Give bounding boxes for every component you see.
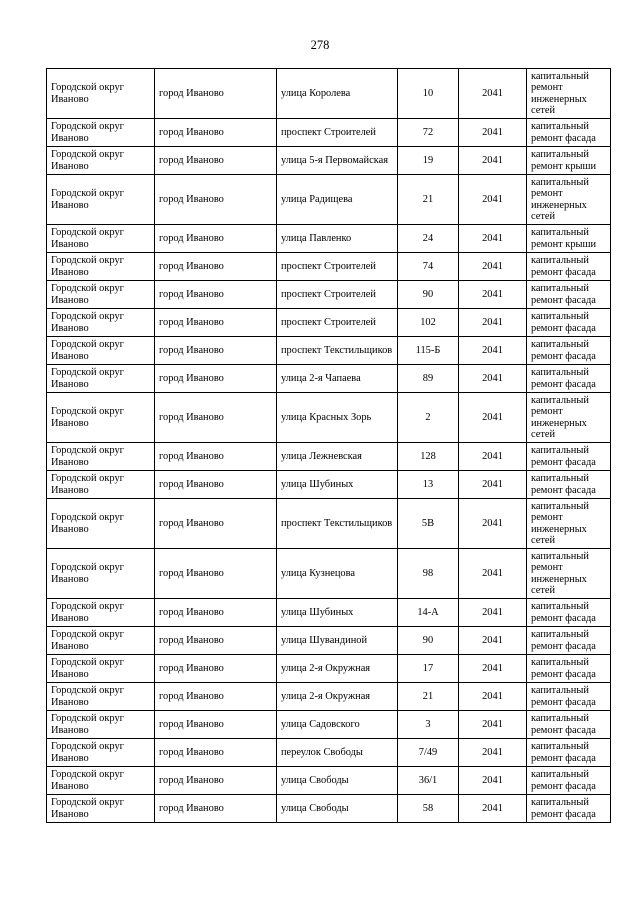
table-row: [47, 767, 611, 795]
cell-house: 2: [398, 393, 459, 443]
table-row: [47, 281, 611, 309]
cell-street: проспект Строителей: [277, 119, 398, 147]
cell-city: город Иваново: [155, 337, 277, 365]
table-row: [47, 471, 611, 499]
cell-year: 2041: [459, 309, 527, 337]
cell-year: 2041: [459, 627, 527, 655]
cell-okrug: Городской округ Иваново: [47, 767, 155, 795]
cell-street: улица 2-я Окружная: [277, 683, 398, 711]
cell-work: капитальный ремонт фасада: [527, 471, 611, 499]
cell-street: проспект Текстильщиков: [277, 499, 398, 549]
cell-house: 21: [398, 683, 459, 711]
cell-city: город Иваново: [155, 471, 277, 499]
cell-city: город Иваново: [155, 739, 277, 767]
cell-year: 2041: [459, 281, 527, 309]
cell-city: город Иваново: [155, 119, 277, 147]
cell-city: город Иваново: [155, 549, 277, 599]
cell-house: 14-А: [398, 599, 459, 627]
cell-city: город Иваново: [155, 147, 277, 175]
cell-work: капитальный ремонт фасада: [527, 795, 611, 823]
cell-street: улица Садовского: [277, 711, 398, 739]
cell-work: капитальный ремонт фасада: [527, 281, 611, 309]
cell-work: капитальный ремонт фасада: [527, 711, 611, 739]
cell-street: улица Шубиных: [277, 599, 398, 627]
cell-street: улица Павленко: [277, 225, 398, 253]
registry-table: [46, 68, 611, 823]
table-row: [47, 683, 611, 711]
cell-street: улица Радищева: [277, 175, 398, 225]
cell-house: 19: [398, 147, 459, 175]
cell-work: капитальный ремонт фасада: [527, 119, 611, 147]
cell-year: 2041: [459, 69, 527, 119]
cell-year: 2041: [459, 225, 527, 253]
cell-street: улица 5-я Первомайская: [277, 147, 398, 175]
cell-year: 2041: [459, 683, 527, 711]
table-row: [47, 655, 611, 683]
cell-year: 2041: [459, 337, 527, 365]
cell-okrug: Городской округ Иваново: [47, 281, 155, 309]
cell-house: 3: [398, 711, 459, 739]
cell-work: капитальный ремонт инженерных сетей: [527, 69, 611, 119]
cell-house: 128: [398, 443, 459, 471]
cell-city: город Иваново: [155, 365, 277, 393]
page-number: 278: [310, 38, 330, 52]
table-row: [47, 337, 611, 365]
cell-okrug: Городской округ Иваново: [47, 393, 155, 443]
cell-house: 24: [398, 225, 459, 253]
table-row: [47, 599, 611, 627]
cell-okrug: Городской округ Иваново: [47, 365, 155, 393]
cell-okrug: Городской округ Иваново: [47, 225, 155, 253]
cell-street: улица Лежневская: [277, 443, 398, 471]
cell-work: капитальный ремонт инженерных сетей: [527, 549, 611, 599]
cell-okrug: Городской округ Иваново: [47, 253, 155, 281]
cell-okrug: Городской округ Иваново: [47, 549, 155, 599]
table-row: [47, 253, 611, 281]
cell-city: город Иваново: [155, 309, 277, 337]
cell-street: проспект Строителей: [277, 253, 398, 281]
cell-work: капитальный ремонт крыши: [527, 147, 611, 175]
table-row: [47, 175, 611, 225]
cell-house: 115-Б: [398, 337, 459, 365]
table-row: [47, 309, 611, 337]
cell-work: капитальный ремонт фасада: [527, 767, 611, 795]
cell-work: капитальный ремонт фасада: [527, 253, 611, 281]
cell-year: 2041: [459, 549, 527, 599]
cell-year: 2041: [459, 795, 527, 823]
cell-house: 72: [398, 119, 459, 147]
cell-year: 2041: [459, 119, 527, 147]
cell-house: 58: [398, 795, 459, 823]
cell-year: 2041: [459, 393, 527, 443]
cell-work: капитальный ремонт фасада: [527, 365, 611, 393]
cell-okrug: Городской округ Иваново: [47, 795, 155, 823]
cell-city: город Иваново: [155, 711, 277, 739]
cell-house: 89: [398, 365, 459, 393]
cell-okrug: Городской округ Иваново: [47, 147, 155, 175]
cell-street: улица Красных Зорь: [277, 393, 398, 443]
cell-okrug: Городской округ Иваново: [47, 175, 155, 225]
cell-year: 2041: [459, 739, 527, 767]
cell-city: город Иваново: [155, 175, 277, 225]
cell-city: город Иваново: [155, 795, 277, 823]
cell-okrug: Городской округ Иваново: [47, 499, 155, 549]
table-row: [47, 795, 611, 823]
table-row: [47, 365, 611, 393]
table-row: [47, 225, 611, 253]
table-row: [47, 499, 611, 549]
cell-okrug: Городской округ Иваново: [47, 443, 155, 471]
cell-street: переулок Свободы: [277, 739, 398, 767]
cell-house: 98: [398, 549, 459, 599]
cell-house: 36/1: [398, 767, 459, 795]
cell-house: 13: [398, 471, 459, 499]
cell-city: город Иваново: [155, 281, 277, 309]
cell-city: город Иваново: [155, 499, 277, 549]
cell-year: 2041: [459, 711, 527, 739]
cell-year: 2041: [459, 471, 527, 499]
cell-house: 10: [398, 69, 459, 119]
cell-city: город Иваново: [155, 655, 277, 683]
cell-work: капитальный ремонт фасада: [527, 309, 611, 337]
cell-year: 2041: [459, 365, 527, 393]
cell-work: капитальный ремонт инженерных сетей: [527, 393, 611, 443]
cell-year: 2041: [459, 499, 527, 549]
cell-okrug: Городской округ Иваново: [47, 627, 155, 655]
table-body: [47, 69, 611, 823]
table-row: [47, 627, 611, 655]
cell-work: капитальный ремонт фасада: [527, 443, 611, 471]
cell-street: улица Королева: [277, 69, 398, 119]
cell-city: город Иваново: [155, 225, 277, 253]
cell-city: город Иваново: [155, 69, 277, 119]
table-row: [47, 69, 611, 119]
cell-work: капитальный ремонт фасада: [527, 683, 611, 711]
cell-okrug: Городской округ Иваново: [47, 119, 155, 147]
cell-year: 2041: [459, 253, 527, 281]
cell-street: проспект Строителей: [277, 309, 398, 337]
cell-okrug: Городской округ Иваново: [47, 337, 155, 365]
cell-street: улица Шувандиной: [277, 627, 398, 655]
cell-year: 2041: [459, 147, 527, 175]
cell-house: 5В: [398, 499, 459, 549]
cell-house: 7/49: [398, 739, 459, 767]
cell-work: капитальный ремонт фасада: [527, 337, 611, 365]
cell-city: город Иваново: [155, 767, 277, 795]
cell-house: 74: [398, 253, 459, 281]
cell-work: капитальный ремонт фасада: [527, 739, 611, 767]
cell-okrug: Городской округ Иваново: [47, 683, 155, 711]
cell-street: проспект Текстильщиков: [277, 337, 398, 365]
cell-house: 90: [398, 281, 459, 309]
cell-year: 2041: [459, 599, 527, 627]
cell-work: капитальный ремонт крыши: [527, 225, 611, 253]
cell-okrug: Городской округ Иваново: [47, 711, 155, 739]
cell-work: капитальный ремонт инженерных сетей: [527, 175, 611, 225]
cell-city: город Иваново: [155, 683, 277, 711]
cell-okrug: Городской округ Иваново: [47, 309, 155, 337]
table-row: [47, 443, 611, 471]
table-row: [47, 711, 611, 739]
cell-okrug: Городской округ Иваново: [47, 69, 155, 119]
cell-street: улица Свободы: [277, 767, 398, 795]
cell-city: город Иваново: [155, 393, 277, 443]
cell-work: капитальный ремонт фасада: [527, 627, 611, 655]
cell-street: улица 2-я Чапаева: [277, 365, 398, 393]
cell-okrug: Городской округ Иваново: [47, 599, 155, 627]
table-row: [47, 549, 611, 599]
table-row: [47, 393, 611, 443]
table-row: [47, 147, 611, 175]
cell-house: 102: [398, 309, 459, 337]
cell-work: капитальный ремонт фасада: [527, 599, 611, 627]
cell-okrug: Городской округ Иваново: [47, 739, 155, 767]
cell-work: капитальный ремонт инженерных сетей: [527, 499, 611, 549]
cell-year: 2041: [459, 655, 527, 683]
cell-okrug: Городской округ Иваново: [47, 655, 155, 683]
cell-street: улица Кузнецова: [277, 549, 398, 599]
cell-city: город Иваново: [155, 627, 277, 655]
cell-house: 17: [398, 655, 459, 683]
cell-house: 21: [398, 175, 459, 225]
table-row: [47, 119, 611, 147]
cell-year: 2041: [459, 175, 527, 225]
cell-year: 2041: [459, 443, 527, 471]
cell-city: город Иваново: [155, 443, 277, 471]
cell-house: 90: [398, 627, 459, 655]
cell-street: улица 2-я Окружная: [277, 655, 398, 683]
table-row: [47, 739, 611, 767]
cell-year: 2041: [459, 767, 527, 795]
cell-city: город Иваново: [155, 253, 277, 281]
cell-okrug: Городской округ Иваново: [47, 471, 155, 499]
cell-street: проспект Строителей: [277, 281, 398, 309]
cell-city: город Иваново: [155, 599, 277, 627]
cell-street: улица Шубиных: [277, 471, 398, 499]
cell-work: капитальный ремонт фасада: [527, 655, 611, 683]
cell-street: улица Свободы: [277, 795, 398, 823]
